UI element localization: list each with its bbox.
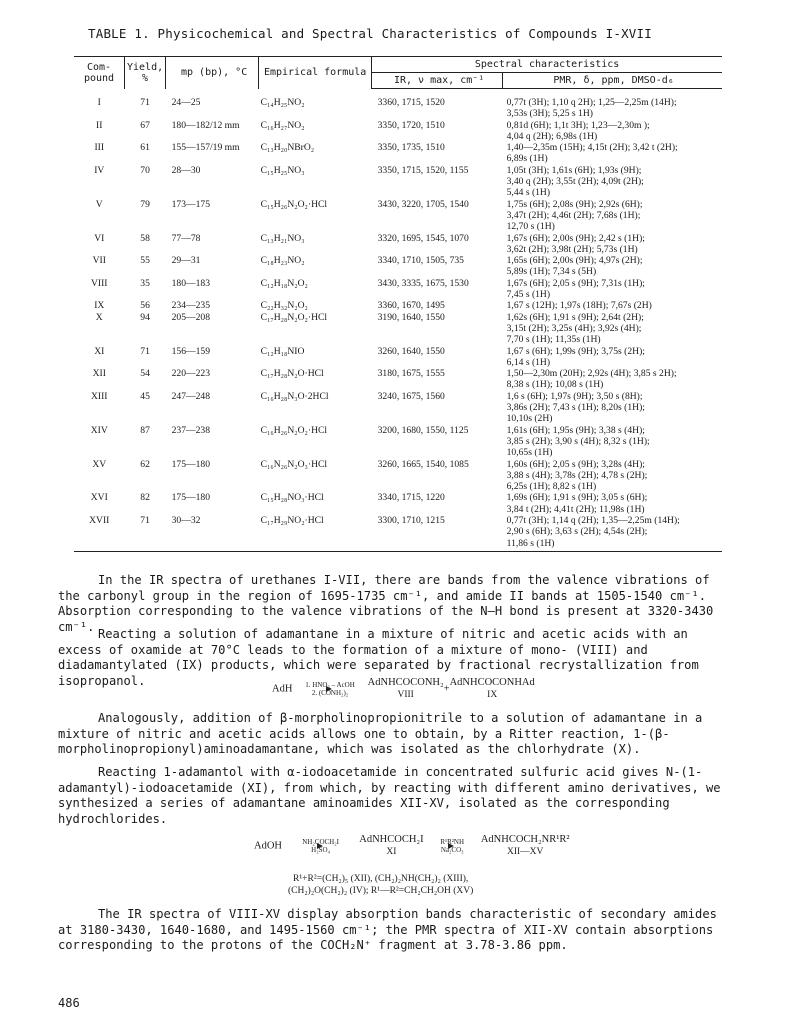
pmr-line: 3,15t (2H); 3,25s (4H); 3,92s (4H); [506,322,642,334]
paragraph-iodoacetamide: Reacting 1-adamantol with α-iodoacetamide in concentrated sulfuric acid gives N-(1-adamantyl)-iodoacetamide (XI), from which, by reacting with different amino derivatives, we synthesized a series of adamantane aminoamides XII-XV, isolated as the corresponding hydrochlorides. [58,765,721,826]
scheme2-arrow-1: NH₂COCH₂I H₂SO₄ [302,838,340,854]
yield-cell: 35 [140,277,150,289]
pmr-line: 1,60s (6H); 2,05 s (9H); 3,28s (4H); [506,458,645,470]
formula-cell: C₁₅H₂₅NO₃ [260,164,305,176]
header-compound: Com- pound [74,57,125,89]
paragraph-oxamide: Reacting a solution of adamantane in a mixture of nitric and acetic acids with an excess of oxamide at 70°C leads to the formation of a mixture of mono- (VIII) and diadamantylated (IX) products, which were separated by fractional recrystallization from isopropanol. [58,627,699,688]
pmr-line: 3,40 q (2H); 3,55t (2H); 4,09t (2H); [506,176,644,188]
formula-cell: C₁₂H₁₈NIO [260,345,305,357]
yield-cell: 82 [140,492,150,504]
formula-cell: C₁₃H₂₁NO₃ [260,232,305,244]
pmr-cell [503,233,722,256]
yield-cell: 87 [140,424,150,436]
pmr-cell [503,89,722,120]
compound-cell: X [95,311,103,323]
pmr-cell [503,459,722,493]
pmr-line: 0,81d (6H); 1,1t 3H); 1,23—2,30m ); [506,119,650,131]
yield-cell: 56 [140,300,150,312]
table-caption: TABLE 1. Physicochemical and Spectral Characteristics of Compounds I-XVII [88,26,652,41]
ir-cell: 3350, 1720, 1510 [377,119,445,131]
reaction-scheme-2 [254,834,570,858]
paragraph-morpholino: Analogously, addition of β-morpholinopropionitrile to a solution of adamantane in a mixture of nitric and acetic acids allows one to obtain, by a Ritter reaction, 1-(β-morpholinopropionyl)aminoadamantane, which was isolated as the chlorhydrate (X). [58,711,703,756]
yield-cell: 58 [140,232,150,244]
scheme1-product-2: AdNHCOCONHAd IX [449,677,535,700]
ir-cell: 3360, 1715, 1520 [377,97,445,108]
table-row [74,368,722,391]
pmr-line: 3,62t (2H); 3,98t (2H); 5,73s (1H) [506,243,638,255]
pmr-cell [503,346,722,369]
compound-cell: V [95,198,103,210]
pmr-line: 1,61s (6H); 1,95s (9H); 3,38 s (4H); [506,424,645,436]
pmr-line: 3,84 t (2H); 4,41t (2H); 11,98s (1H) [506,503,645,515]
table-row [74,89,722,120]
pmr-line: 6,25s (1H); 8,82 s (1H) [506,481,597,493]
ir-cell: 3300, 1710, 1215 [372,515,503,551]
pmr-line: 1,67s (6H); 2,05 s (9H); 7,31s (1H); [506,277,645,289]
mp-cell: 173—175 [171,198,210,210]
pmr-line: 1,67 s (12H); 1,97s (18H); 7,67s (2H) [506,300,652,312]
mp-cell: 220—223 [171,368,210,380]
pmr-line: 1,67 s (6H); 1,99s (9H); 3,75s (2H); [506,345,645,357]
pmr-cell [503,515,722,551]
mp-cell: 28—30 [171,164,201,176]
scheme1-label-ix: IX [487,690,498,700]
scheme2-reactant: AdOH [254,840,282,852]
mp-cell: 155—157/19 mm [171,142,240,154]
table-row [74,459,722,493]
scheme1-product-1: AdNHCOCONH₂ VIII [367,677,444,700]
scheme1-reagent-above: 1. HNO₃ – AcOH [305,681,355,689]
yield-cell: 94 [140,311,150,323]
compound-cell: VIII [90,277,108,289]
table-row [74,492,722,515]
scheme1-label-viii: VIII [397,690,414,700]
formula-cell: C₁₃H₂₀NBrO₂ [260,142,315,154]
table-row [74,120,722,143]
reaction-scheme-1: AdH 1. HNO₃ – AcOH 2. (CONH₂)₂ AdNHCOCONH₂ VIII+AdNHCOCONHAd IX [272,677,535,700]
pmr-line: 1,75s (6H); 2,08s (9H); 2,92s (6H); [506,198,643,210]
ir-cell: 3320, 1695, 1545, 1070 [377,232,469,244]
pmr-line: 2,90 s (6H); 3,63 s (2H); 4,54s (2H); [506,526,648,538]
mp-cell: 205—208 [171,311,210,323]
table-row [74,425,722,459]
pmr-cell [503,165,722,199]
header-spectral: Spectral characteristics [372,57,722,73]
table-row [74,346,722,369]
ir-cell: 3190, 1640, 1550 [377,311,445,323]
header-formula: Empirical formula [259,57,372,89]
pmr-line: 0,77t (3H); 1,10 q 2H); 1,25—2,25m (14H); [506,97,677,108]
pmr-line: 11,86 s (1H) [506,537,555,549]
pmr-line: 1,65s (6H); 2,00s (9H); 4,97s (2H); [506,255,643,267]
pmr-line: 6,89s (1H) [506,153,548,165]
compound-cell: IX [94,300,105,312]
pmr-line: 7,70 s (1H); 11,35s (1H) [506,334,601,346]
pmr-line: 1,40—2,35m (15H); 4,15t (2H); 3,42 t (2H); [506,142,678,154]
table-row [74,300,722,311]
ir-cell: 3350, 1735, 1510 [377,142,445,154]
pmr-line: 3,85 s (2H); 3,90 s (4H); 8,32 s (1H); [506,435,650,447]
table-row [74,515,722,551]
ir-cell: 3350, 1715, 1520, 1155 [377,164,469,176]
pmr-cell [503,300,722,311]
scheme2-substituent-note: R¹+R²=(CH₂)₅ (XII), (CH₂)₂NH(CH₂)₂ (XIII), (CH₂)₂O(CH₂)₂ (IV); R¹—R²=CH₂CH₂OH (XV) [288,874,474,896]
mp-cell: 77—78 [171,232,201,244]
pmr-cell [503,142,722,165]
page-number: 486 [58,996,80,1010]
pmr-line: 3,53s (3H); 5,25 s 1H) [506,108,593,120]
compound-cell: XIII [90,390,108,402]
mp-cell: 180—182/12 mm [171,119,240,131]
formula-cell: C₁₅H₂₈NO₃·HCl [260,492,324,504]
yield-cell: 71 [140,96,150,108]
mp-cell: 237—238 [171,424,210,436]
compound-cell: VI [94,232,105,244]
pmr-cell [503,255,722,278]
ir-cell: 3430, 3220, 1705, 1540 [377,198,469,210]
pmr-cell [503,368,722,391]
formula-cell: C₁₇H₂₈N₂O₂·HCl [260,311,328,323]
compound-cell: XII [92,368,106,380]
pmr-line: 4,04 q (2H); 6,98s (1H) [506,130,598,142]
pmr-cell [503,120,722,143]
yield-cell: 55 [140,255,150,267]
scheme2-product: AdNHCOCH₂NR¹R² XII—XV [480,834,570,857]
table-row [74,255,722,278]
yield-cell: 71 [125,515,166,551]
scheme1-reagent-below: 2. (CONH₂)₂ [311,689,349,697]
mp-cell: 247—248 [171,390,210,402]
formula-cell: C₁₆N₂₆N₂O₃·HCl [260,458,328,470]
yield-cell: 45 [140,390,150,402]
formula-cell: C₁₄H₂₅NO₂ [260,96,305,108]
ir-cell: 3360, 1670, 1495 [377,300,445,312]
formula-cell: C₁₂H₁₈N₂O₂ [260,277,308,289]
compound-cell: XV [92,458,107,470]
paragraph-ir-urethanes: In the IR spectra of urethanes I-VII, there are bands from the valence vibrations of the carbonyl group in the region of 1695-1735 cm⁻¹, and amide II bands at 1505-1540 cm⁻¹. Absorption corresponding to the valence vibrations of the N—H bond is present at 3320-3430 cm⁻¹. [58,573,714,634]
formula-cell: C₁₅H₂₆N₂O₂·HCl [260,198,328,210]
yield-cell: 71 [140,345,150,357]
header-yield: Yield, % [125,57,166,89]
pmr-line: 8,38 s (1H); 10,08 s (1H) [506,379,604,391]
pmr-cell [503,199,722,233]
table-body [74,89,722,552]
mp-cell: 156—159 [171,345,210,357]
mp-cell: 30—32 [166,515,259,551]
ir-cell: 3340, 1715, 1220 [377,492,445,504]
formula-cell: C₂₂H₃₂N₂O₂ [260,300,308,312]
formula-cell: C₁₆H₂₆N₂O₂·HCl [260,424,328,436]
header-ir: IR, ν max, cm⁻¹ [372,73,503,89]
mp-cell: 180—183 [171,277,210,289]
compound-cell: VII [92,255,106,267]
yield-cell: 54 [140,368,150,380]
mp-cell: 24—25 [171,96,201,108]
ir-cell: 3240, 1675, 1560 [377,390,445,402]
scheme2-intermediate: AdNHCOCH₂I XI [359,834,424,857]
mp-cell: 234—235 [171,300,210,312]
compound-cell: XI [94,345,105,357]
pmr-line: 12,70 s (1H) [506,221,555,233]
table-row [74,233,722,256]
paragraph-ir-amides: The IR spectra of VIII-XV display absorption bands characteristic of secondary amides at 3180-3430, 1640-1680, and 1495-1560 cm⁻¹; the PMR spectra of XII-XV contain absorptions corresponding to the protons of the COCH₂N⁺ fragment at 3.78-3.86 ppm. [58,907,717,952]
ir-cell: 3260, 1640, 1550 [377,345,445,357]
mp-cell: 175—180 [171,458,210,470]
pmr-line: 5,89s (1H); 7,34 s (5H) [506,266,597,278]
scheme1-reactant: AdH [272,683,293,695]
ir-cell: 3430, 3335, 1675, 1530 [377,277,469,289]
yield-cell: 62 [140,458,150,470]
pmr-line: 1,69s (6H); 1,91 s (9H); 3,05 s (6H); [506,492,648,504]
compound-cell: XVI [90,492,108,504]
table-row [74,391,722,425]
data-table [74,56,722,552]
scheme1-arrow [295,681,365,697]
formula-cell: C₁₆H₂₇NO₂ [260,119,305,131]
compound-cell: I [97,96,101,108]
pmr-line: 10,10s (2H) [506,413,553,425]
header-mp: mp (bp), °C [166,57,259,89]
pmr-cell [503,312,722,346]
pmr-line: 1,67s (6H); 2,00s (9H); 2,42 s (1H); [506,232,645,244]
pmr-cell [503,278,722,301]
pmr-line: 3,86s (2H); 7,43 s (1H); 8,20s (1H); [506,402,645,414]
table-row [74,312,722,346]
table-row [74,165,722,199]
compound-cell: IV [94,164,105,176]
ir-cell: 3260, 1665, 1540, 1085 [377,458,469,470]
pmr-line: 3,88 s (4H); 3,78s (2H); 4,78 s (2H); [506,469,648,481]
yield-cell: 61 [140,142,150,154]
pmr-cell [503,391,722,425]
yield-cell: 70 [140,164,150,176]
table-row [74,142,722,165]
pmr-cell [503,425,722,459]
compound-cell: XVII [74,515,125,551]
pmr-line: 6,14 s (1H) [506,356,551,368]
pmr-line: 3,47t (2H); 4,46t (2H); 7,68s (1H); [506,209,641,221]
yield-cell: 79 [140,198,150,210]
header-pmr: PMR, δ, ppm, DMSO-d₆ [503,73,722,89]
table-row [74,278,722,301]
pmr-line: 1,6 s (6H); 1,97s (9H); 3,50 s (8H); [506,390,643,402]
pmr-line: 5,44 s (1H) [506,187,551,199]
compound-cell: II [96,119,103,131]
pmr-line: 1,05t (3H); 1,61s (6H); 1,93s (9H); [506,164,642,176]
pmr-line: 7,45 s (1H) [506,289,551,301]
formula-cell: C₁₈H₂₃NO₂ [260,255,305,267]
pmr-line: 1,62s (6H); 1,91 s (9H); 2,64t (2H); [506,311,644,323]
pmr-line: 10,65s (1H) [506,447,553,459]
pmr-line: 0,77t (3H); 1,14 q (2H); 1,35—2,25m (14H); [506,514,680,526]
formula-cell: C₁₆H₂₈N₃O·2HCl [260,390,329,402]
ir-cell: 3340, 1710, 1505, 735 [377,255,464,267]
compound-cell: III [94,142,105,154]
mp-cell: 175—180 [171,492,210,504]
ir-cell: 3200, 1680, 1550, 1125 [377,424,469,436]
table-row [74,199,722,233]
yield-cell: 67 [140,119,150,131]
pmr-cell [503,492,722,515]
compound-cell: XIV [90,424,108,436]
formula-cell: C₁₇H₂₉NO₂·HCl [259,515,372,551]
pmr-line: 1,50—2,30m (20H); 2,92s (4H); 3,85 s 2H); [506,368,677,380]
scheme2-arrow-2: R¹R²NH Na₂CO₃ [440,838,465,854]
mp-cell: 29—31 [171,255,201,267]
ir-cell: 3180, 1675, 1555 [377,368,445,380]
formula-cell: C₁₇H₂₈N₂O·HCl [260,368,324,380]
